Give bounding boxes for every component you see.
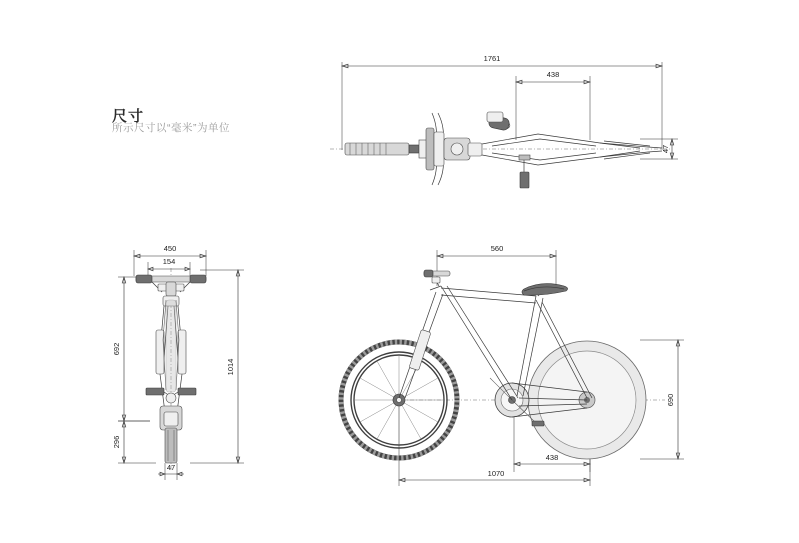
dim-label-438-top: 438 xyxy=(546,70,560,79)
dim-label-296: 296 xyxy=(112,435,121,449)
dim-label-47-front: 47 xyxy=(166,463,176,472)
side-front-wheel xyxy=(341,342,457,458)
dim-label-690: 690 xyxy=(666,393,675,407)
dim-560 xyxy=(437,244,556,290)
dim-label-1014: 1014 xyxy=(226,358,235,376)
dim-label-154: 154 xyxy=(162,257,176,266)
page-title: 尺寸 xyxy=(112,108,145,125)
dim-label-47-top: 47 xyxy=(661,144,670,154)
dim-label-1761: 1761 xyxy=(483,54,501,63)
dim-label-560: 560 xyxy=(490,244,504,253)
dim-690 xyxy=(640,340,684,459)
side-saddle xyxy=(522,284,568,296)
dim-label-450: 450 xyxy=(163,244,177,253)
page-subtitle: 所示尺寸以“毫米”为单位 xyxy=(112,122,230,134)
dim-label-1070: 1070 xyxy=(487,469,505,478)
dim-label-438-side: 438 xyxy=(545,453,559,462)
dim-label-692: 692 xyxy=(112,342,121,356)
